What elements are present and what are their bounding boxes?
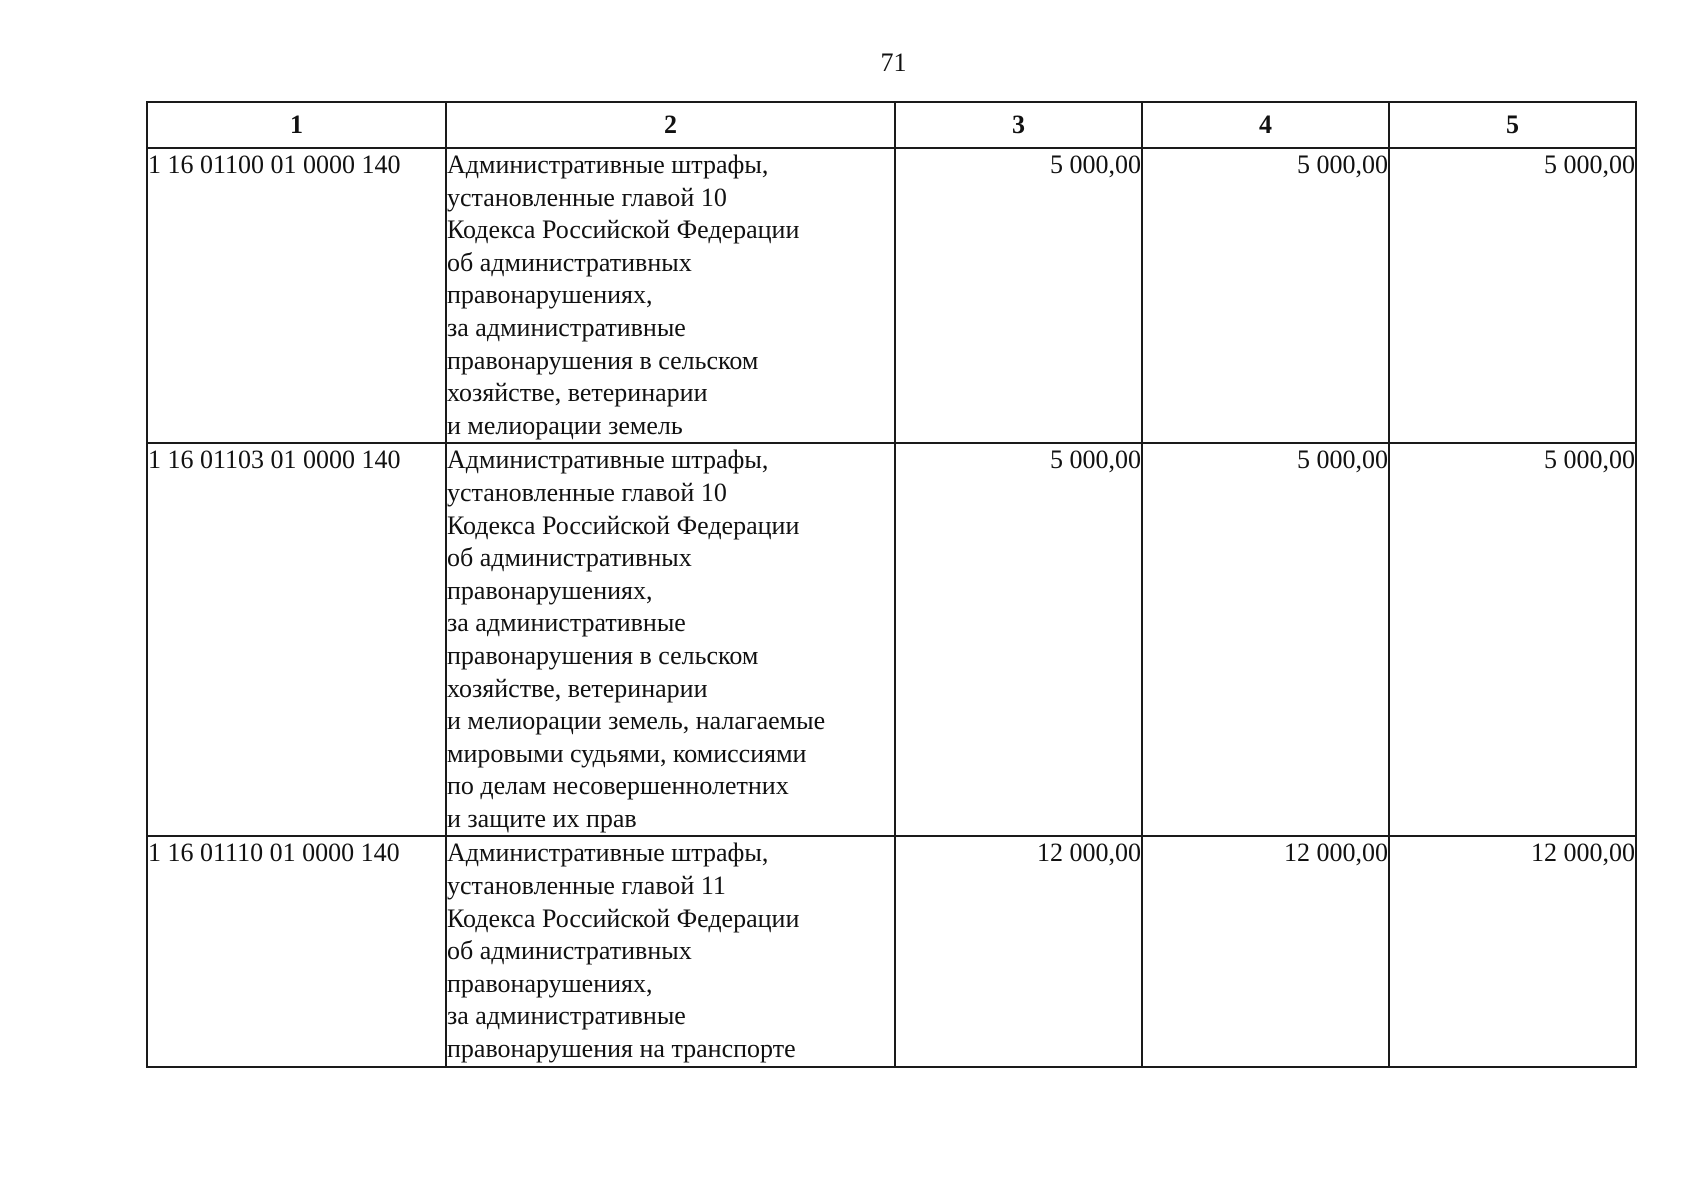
table-row: [147, 836, 1636, 1066]
budget-code-cell: 1 16 01110 01 0000 140: [147, 836, 446, 1066]
amount-col-4-cell: 5 000,00: [1142, 148, 1389, 443]
header-col-1: 1: [147, 102, 446, 148]
description-cell: Административные штрафы, установленные главой 11 Кодекса Российской Федерации об административных правонарушениях, за административные правонарушения на транспорте: [446, 836, 895, 1066]
amount-col-5-cell: 5 000,00: [1389, 148, 1636, 443]
amount-col-5-cell: 5 000,00: [1389, 443, 1636, 836]
table-body: [147, 148, 1636, 1067]
budget-code-cell: 1 16 01103 01 0000 140: [147, 443, 446, 836]
header-col-5: 5: [1389, 102, 1636, 148]
table-row: [147, 148, 1636, 443]
header-col-2: 2: [446, 102, 895, 148]
amount-col-5-cell: 12 000,00: [1389, 836, 1636, 1066]
amount-col-3-cell: 5 000,00: [895, 148, 1142, 443]
description-cell: Административные штрафы, установленные главой 10 Кодекса Российской Федерации об административных правонарушениях, за административные правонарушения в сельском хозяйстве, ветеринарии и мелиорации земель, налагаемые мировыми судьями, комиссиями по делам несовершеннолетних и защите их прав: [446, 443, 895, 836]
amount-col-4-cell: 12 000,00: [1142, 836, 1389, 1066]
amount-col-3-cell: 5 000,00: [895, 443, 1142, 836]
budget-table: [146, 101, 1637, 1068]
header-col-3: 3: [895, 102, 1142, 148]
header-row: [147, 102, 1636, 148]
amount-col-3-cell: 12 000,00: [895, 836, 1142, 1066]
table-row: [147, 443, 1636, 836]
budget-code-cell: 1 16 01100 01 0000 140: [147, 148, 446, 443]
amount-col-4-cell: 5 000,00: [1142, 443, 1389, 836]
header-col-4: 4: [1142, 102, 1389, 148]
table-header: [147, 102, 1636, 148]
page-number: 71: [880, 48, 907, 77]
description-cell: Административные штрафы, установленные главой 10 Кодекса Российской Федерации об административных правонарушениях, за административные правонарушения в сельском хозяйстве, ветеринарии и мелиорации земель: [446, 148, 895, 443]
